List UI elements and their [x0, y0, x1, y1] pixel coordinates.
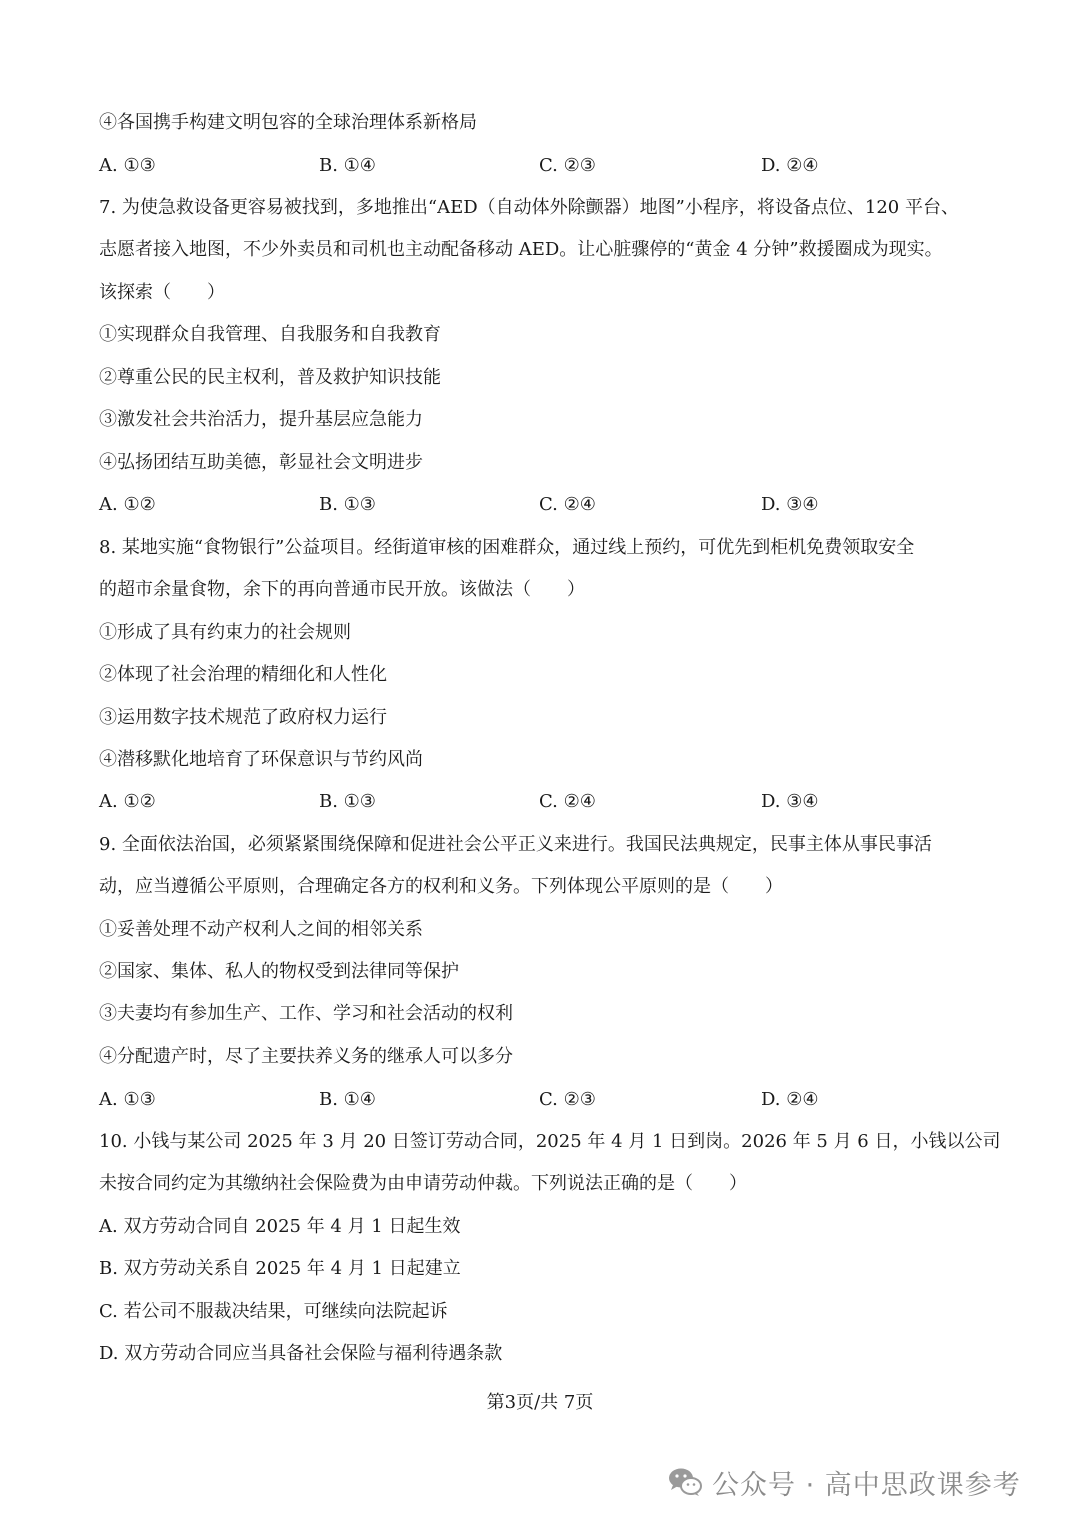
- q9-option-b: B. ①④: [319, 1089, 376, 1110]
- q7-statement-1: ①实现群众自我管理、自我服务和自我教育: [99, 324, 441, 345]
- q7-stem-line-3: 该探索（ ）: [99, 282, 225, 303]
- q6-statement-4: ④各国携手构建文明包容的全球治理体系新格局: [99, 112, 477, 133]
- q10-option-c: C. 若公司不服裁决结果，可继续向法院起诉: [99, 1301, 448, 1322]
- q7-options: [99, 492, 989, 518]
- q8-options: [99, 789, 989, 815]
- q10-option-b: B. 双方劳动关系自 2025 年 4 月 1 日起建立: [99, 1258, 461, 1279]
- q8-stem-line-2: 的超市余量食物，余下的再向普通市民开放。该做法（ ）: [99, 579, 585, 600]
- q6-option-d: D. ②④: [761, 155, 819, 176]
- q7-option-b: B. ①③: [319, 494, 376, 515]
- q9-statement-3: ③夫妻均有参加生产、工作、学习和社会活动的权利: [99, 1003, 513, 1024]
- q9-stem-line-2: 动，应当遵循公平原则，合理确定各方的权利和义务。下列体现公平原则的是（ ）: [99, 876, 783, 897]
- page-number: 第3页/共 7页: [486, 1392, 594, 1413]
- q7-option-c: C. ②④: [539, 494, 596, 515]
- q7-statement-3: ③激发社会共治活力，提升基层应急能力: [99, 409, 423, 430]
- q9-options: [99, 1087, 989, 1113]
- q7-stem-line-2: 志愿者接入地图，不少外卖员和司机也主动配备移动 AED。让心脏骤停的“黄金 4 分钟”救援圈成为现实。: [99, 239, 943, 260]
- q7-statement-4: ④弘扬团结互助美德，彰显社会文明进步: [99, 452, 423, 473]
- q6-option-a: A. ①③: [99, 155, 156, 176]
- q8-option-d: D. ③④: [761, 791, 819, 812]
- q8-option-a: A. ①②: [99, 791, 156, 812]
- q9-statement-1: ①妥善处理不动产权利人之间的相邻关系: [99, 919, 423, 940]
- q8-option-c: C. ②④: [539, 791, 596, 812]
- q10-option-d: D. 双方劳动合同应当具备社会保险与福利待遇条款: [99, 1343, 503, 1364]
- watermark: [668, 1462, 1021, 1502]
- q6-options: [99, 153, 989, 179]
- q9-stem-line-1: 9. 全面依法治国，必须紧紧围绕保障和促进社会公平正义来进行。我国民法典规定，民事主体从事民事活: [99, 834, 932, 855]
- q7-option-d: D. ③④: [761, 494, 819, 515]
- q8-statement-1: ①形成了具有约束力的社会规则: [99, 622, 351, 643]
- q8-option-b: B. ①③: [319, 791, 376, 812]
- q9-option-a: A. ①③: [99, 1089, 156, 1110]
- watermark-text: 公众号 · 高中思政课参考: [712, 1469, 1021, 1501]
- q6-option-c: C. ②③: [539, 155, 596, 176]
- q7-option-a: A. ①②: [99, 494, 156, 515]
- q9-option-c: C. ②③: [539, 1089, 596, 1110]
- q10-option-a: A. 双方劳动合同自 2025 年 4 月 1 日起生效: [99, 1216, 461, 1237]
- q6-option-b: B. ①④: [319, 155, 376, 176]
- q10-stem-line-1: 10. 小钱与某公司 2025 年 3 月 20 日签订劳动合同，2025 年 4 月 1 日到岗。2026 年 5 月 6 日，小钱以公司: [99, 1131, 1001, 1152]
- q8-statement-4: ④潜移默化地培育了环保意识与节约风尚: [99, 749, 423, 770]
- q8-statement-3: ③运用数字技术规范了政府权力运行: [99, 707, 387, 728]
- wechat-icon: [668, 1467, 702, 1497]
- q9-statement-4: ④分配遗产时，尽了主要扶养义务的继承人可以多分: [99, 1046, 513, 1067]
- q9-option-d: D. ②④: [761, 1089, 819, 1110]
- q9-statement-2: ②国家、集体、私人的物权受到法律同等保护: [99, 961, 459, 982]
- q10-stem-line-2: 未按合同约定为其缴纳社会保险费为由申请劳动仲裁。下列说法正确的是（ ）: [99, 1173, 747, 1194]
- q7-statement-2: ②尊重公民的民主权利，普及救护知识技能: [99, 367, 441, 388]
- q8-statement-2: ②体现了社会治理的精细化和人性化: [99, 664, 387, 685]
- q7-stem-line-1: 7. 为使急救设备更容易被找到，多地推出“AED（自动体外除颤器）地图”小程序，将设备点位、120 平台、: [99, 197, 959, 218]
- q8-stem-line-1: 8. 某地实施“食物银行”公益项目。经街道审核的困难群众，通过线上预约，可优先到柜机免费领取安全: [99, 537, 915, 558]
